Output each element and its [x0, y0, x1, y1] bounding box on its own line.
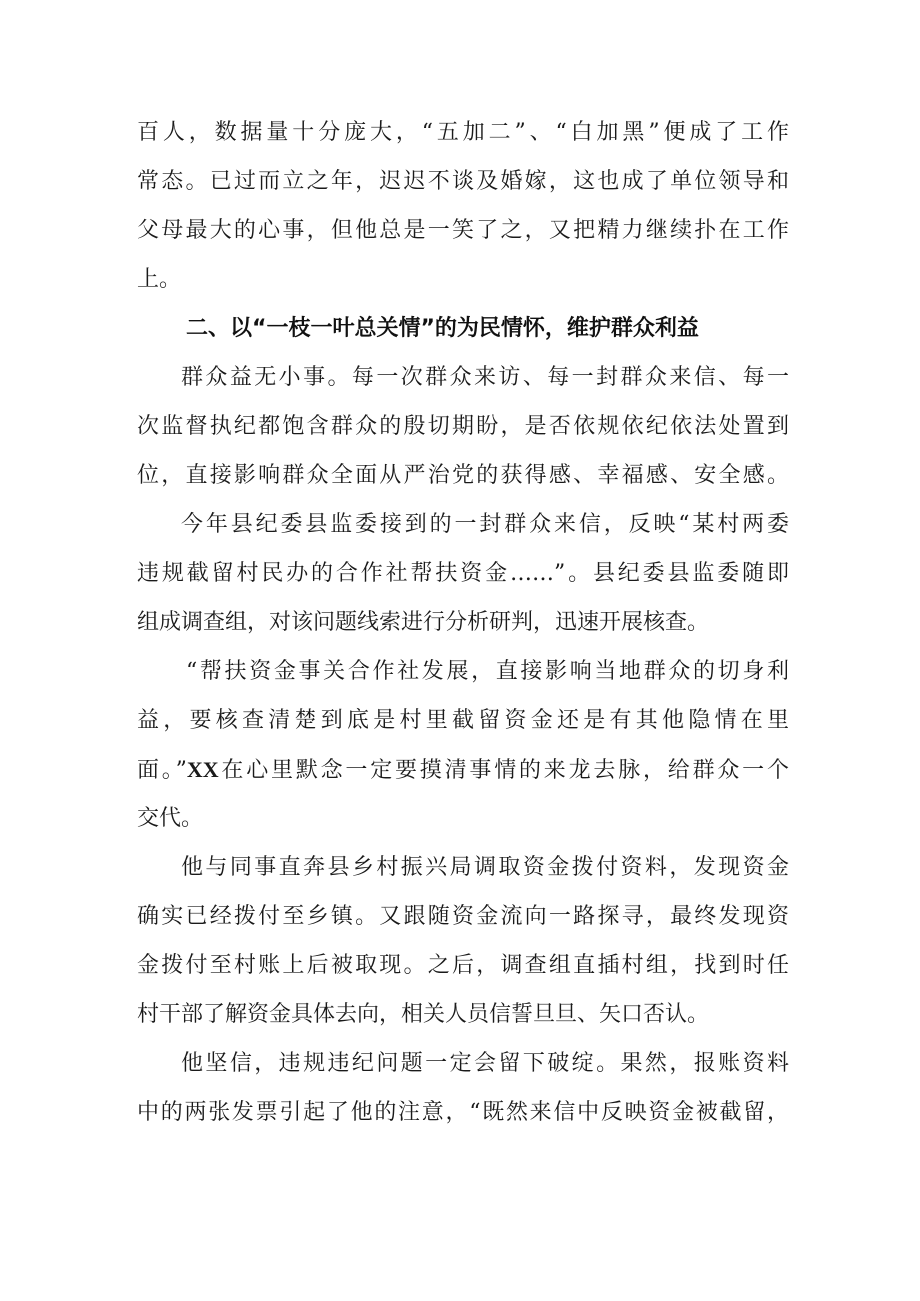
text-line: 益，要核查清楚到底是村里截留资金还是有其他隐情在里	[137, 708, 789, 733]
text-line: 交代。	[137, 806, 204, 831]
person-name: XX	[186, 757, 219, 782]
text-line: 父母最大的心事，但他总是一笑了之，又把精力继续扑在工作	[137, 218, 789, 243]
text-line: 违规截留村民办的合作社帮扶资金……”。县纪委县监委随即	[137, 561, 789, 586]
text-line: 常态。已过而立之年，迟迟不谈及婚嫁，这也成了单位领导和	[137, 169, 789, 194]
text-line: 群众益无小事。每一次群众来访、每一封群众来信、每一	[181, 365, 789, 390]
text-line: 确实已经拨付至乡镇。又跟随资金流向一路探寻，最终发现资	[137, 904, 789, 929]
text-line: 中的两张发票引起了他的注意，“既然来信中反映资金被截留，	[137, 1100, 789, 1125]
text-line: 村干部了解资金具体去向，相关人员信誓旦旦、矢口否认。	[137, 1002, 710, 1027]
text-line: 位，直接影响群众全面从严治党的获得感、幸福感、安全感。	[137, 463, 789, 488]
text-line: “帮扶资金事关合作社发展，直接影响当地群众的切身利	[186, 659, 789, 684]
text-line: 上。	[137, 267, 182, 292]
text-line: 今年县纪委县监委接到的一封群众来信，反映“某村两委	[181, 512, 789, 537]
text-line: 他坚信，违规违纪问题一定会留下破绽。果然，报账资料	[181, 1051, 789, 1076]
text-line-mixed	[137, 752, 789, 788]
text-line: 金拨付至村账上后被取现。之后，调查组直插村组，找到时任	[137, 953, 789, 978]
text-line: 百人，数据量十分庞大，“五加二”、“白加黑”便成了工作	[137, 120, 789, 145]
text-line: 次监督执纪都饱含群众的殷切期盼，是否依规依纪依法处置到	[137, 414, 789, 439]
text-line: 他与同事直奔县乡村振兴局调取资金拨付资料，发现资金	[181, 855, 789, 880]
quote-close: 面。”	[137, 758, 187, 783]
text-line: 组成调查组，对该问题线索进行分析研判，迅速开展核查。	[137, 610, 710, 635]
quote-continuation: 在心里默念一定要摸清事情的来龙去脉，给群众一个	[218, 758, 789, 783]
section-heading: 二、以“一枝一叶总关情”的为民情怀，维护群众利益	[186, 316, 699, 341]
